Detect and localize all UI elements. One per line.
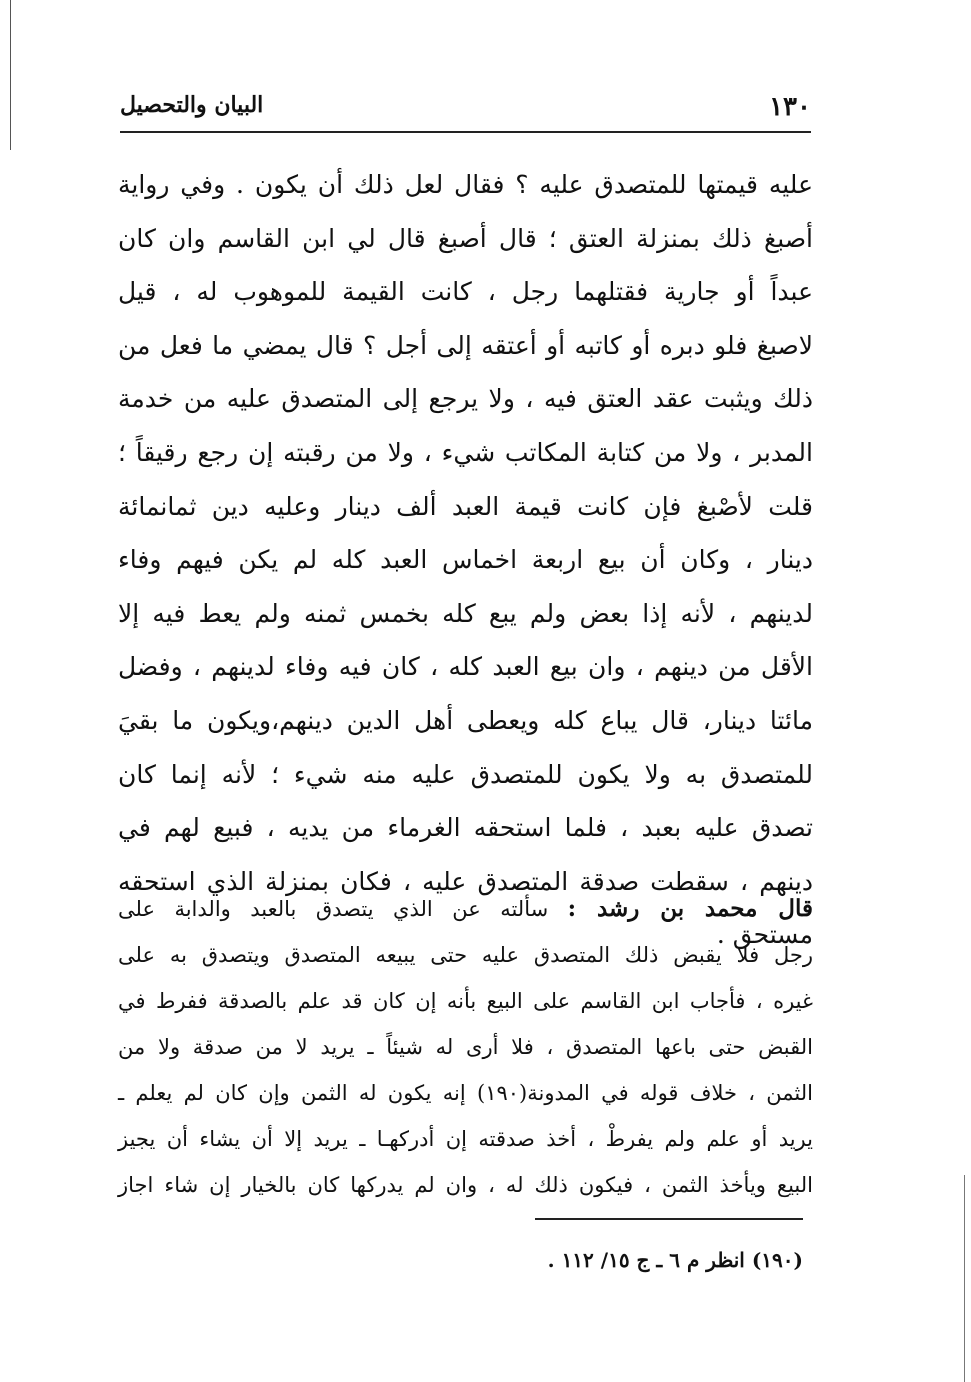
text-line: مائتا دينار، قال يباع كله ويعطى أهل الدين دينهم،ويكون ما بقيَ — [118, 705, 813, 735]
commentary-line: الثمن ، خلاف قوله في المدونة(١٩٠) إنه يكون له الثمن وإن كان لم يعلم ـ — [118, 1081, 814, 1105]
commentary-first-line — [118, 886, 813, 932]
commentary-line: البيع ويأخذ الثمن ، فيكون ذلك له ، وان لم يدركها كان بالخيار إن شاء اجاز — [118, 1173, 813, 1197]
page-number: ١٣٠ — [769, 92, 811, 122]
commentary-first-line-text: سألته عن الذي يتصدق بالعبد والدابة على — [118, 897, 549, 921]
header-rule — [120, 131, 811, 133]
text-line: عليه قيمتها للمتصدق عليه ؟ فقال لعل ذلك أن يكون . وفي رواية — [118, 170, 813, 199]
scan-edge-right — [964, 1175, 965, 1382]
text-line: للمتصدق به ولا يكون للمتصدق عليه منه شيء ؛ لأنه إنما كان — [118, 759, 813, 789]
scan-edge-left — [10, 0, 11, 150]
text-line: عبداً أو جارية فقتلهما رجل ، كانت القيمة للموهوب له ، قيل — [118, 277, 813, 307]
text-line: الأقل من دينهم ، وان بيع العبد كله ، كان فيه وفاء لدينهم ، وفضل — [118, 652, 813, 682]
text-line: مستحق . — [716, 920, 813, 950]
text-line: أصبغ ذلك بمنزلة العتق ؛ قال أصبغ قال لي ابن القاسم وان كان — [118, 223, 813, 253]
text-line: قلت لأصْبغ فإن كانت قيمة العبد ألف دينار وعليه دين ثمانمائة — [118, 491, 813, 521]
running-title: البيان والتحصيل — [120, 92, 264, 118]
page-header — [120, 92, 811, 132]
text-line: لاصبغ فلو دبره أو كاتبه أو أعتقه إلى أجل ؟ قال يمضي ما فعل من — [118, 330, 813, 360]
commentary-line: يريد أو علم ولم يفرطْ ، أخذ صدقته إن أدركهـا ـ يريد إلا أن يشاء أن يجيز — [118, 1127, 813, 1151]
commentary-line: رجل فلا يقبض ذلك المتصدق عليه حتى يبيعه المتصدق ويتصدق به على — [118, 943, 813, 967]
text-line: ذلك ويثبت عقد العتق فيه ، ولا يرجع إلى المتصدق عليه من خدمة — [118, 384, 813, 414]
text-line: دينهم ، سقطت صدقة المتصدق عليه ، فكان بمنزلة الذي استحقه — [118, 866, 813, 896]
commentary-line: القبض حتى باعها المتصدق ، فلا أرى له شيئاً ـ يريد لا من صدقة ولا من — [118, 1035, 813, 1059]
text-line: دينار ، وكان أن بيع اربعة اخماس العبد كله لم يكن فيهم وفاء — [118, 545, 813, 575]
footnote: (١٩٠) انظر م ٦ ـ ج ١٥/ ١١٢ . — [547, 1248, 803, 1272]
text-line: المدبر ، ولا من كتابة المكاتب شيء ، ولا من رقبته إن رجع رقيقاً ؛ — [118, 437, 813, 467]
commentary-paragraph — [118, 886, 813, 1208]
commentary-line: غيره ، فأجاب ابن القاسم على البيع بأنه إن كان قد علم بالصدقة ففرط في — [118, 989, 813, 1013]
main-paragraph — [118, 158, 813, 962]
text-line: لدينهم ، لأنه إذا بعض ولم يبع كله بخمس ثمنه ولم يعط فيه إلا — [118, 598, 813, 628]
footnote-rule — [535, 1218, 803, 1220]
text-line: تصدق عليه بعبد ، فلما استحقه الغرماء من يديه ، فبيع لهم في — [118, 813, 813, 843]
commentary-lead: قال محمد بن رشد : — [567, 895, 813, 922]
